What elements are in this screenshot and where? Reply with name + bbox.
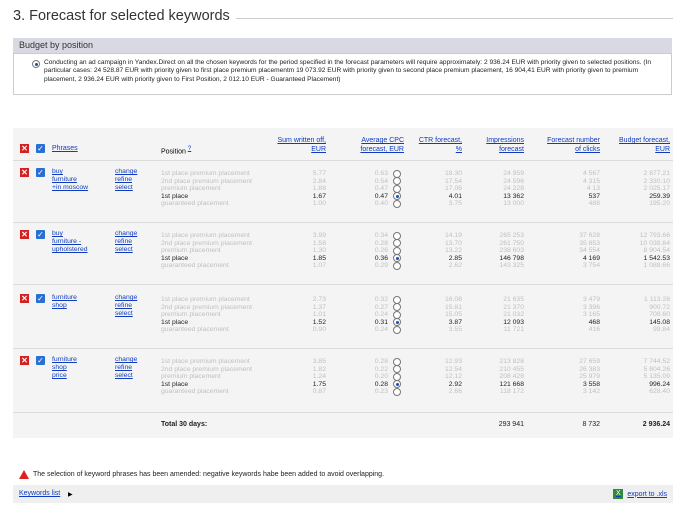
impressions-value: 121 668 [499,380,524,388]
remove-phrase-icon[interactable]: ✕ [21,230,28,239]
phrase-text[interactable]: furniture - [52,238,82,245]
select-link[interactable]: select [115,184,133,191]
sum-value: 0.87 [312,388,326,395]
phrase-text[interactable]: price [52,372,67,379]
phrase-text[interactable]: shop [52,302,67,309]
sum-value: 1.85 [312,254,326,262]
row-divider [13,160,673,161]
position-radio[interactable] [393,380,401,388]
ctr-value: 12.12 [444,373,462,380]
phrase-text[interactable]: shop [52,364,67,371]
budget-value: 99.84 [652,326,670,333]
phrase-actions [115,168,137,192]
budget-text: Conducting an ad campaign in Yandex.Direct on all the chosen keywords for the period specified in the forecast parameters will require approximately: 2 936.24 EUR with priority given to selected positions. (In particular cases: 24 528.87 EUR with priority given to first place premium placementm 19 073.92 EUR with priority given to second place premium placement, 16 904,41 EUR with priority given to premium placement, 2 936.24 EUR with priority given to First Position, 2 012.10 EUR - Guaranteed Placement) [44,59,652,83]
sum-value: 2.73 [312,296,326,303]
sum-value: 2.84 [312,177,326,185]
select-all-checkbox[interactable]: ✓ [37,144,44,153]
position-help-link[interactable]: ? [187,146,192,152]
clicks-value: 3 142 [582,388,600,395]
position-label: 2nd place premium placement [161,239,253,247]
cpc-value: 0.28 [374,380,388,388]
clicks-value: 34 554 [579,247,600,254]
warning [19,470,384,479]
phrase-text[interactable]: buy [52,168,63,175]
sum-value: 1.00 [312,200,326,207]
refine-link[interactable]: refine [115,238,133,245]
phrase-link[interactable] [52,356,108,380]
clicks-value: 3 165 [582,311,600,318]
impressions-value: 13 362 [503,192,524,200]
cpc-value: 0.22 [374,365,388,373]
budget-value: 996.24 [649,380,670,388]
phrase-link[interactable] [52,294,108,310]
row-divider [13,412,673,413]
cpc-value: 0.63 [374,170,388,177]
impressions-value: 261 750 [499,239,524,247]
remove-phrase-icon[interactable]: ✕ [21,294,28,303]
impressions-value: 146 798 [499,254,524,262]
budget-box [13,53,672,95]
sum-value: 1.58 [312,239,326,247]
budget-radio[interactable] [32,60,40,68]
impressions-value: 21 370 [503,303,524,311]
ctr-value: 3.55 [448,326,462,333]
impressions-value: 143 325 [499,262,524,269]
select-link[interactable]: select [115,310,133,317]
budget-value: 5 804.26 [643,365,670,373]
row-divider [13,222,673,223]
sum-value: 3.85 [312,358,326,365]
impressions-value: 11 721 [503,326,524,333]
ctr-value: 18.30 [444,170,462,177]
footer-bar [13,485,673,503]
sum-value: 1.01 [312,311,326,318]
phrase-actions [115,294,137,318]
budget-value: 900.72 [649,303,670,311]
ctr-value: 12.54 [444,365,462,373]
position-radio[interactable] [393,239,401,247]
phrase-link[interactable] [52,230,108,254]
budget-value: 2 877.21 [643,170,670,177]
ctr-value: 2.92 [448,380,462,388]
impressions-value: 208 428 [499,373,524,380]
position-label: 1st place [161,254,189,262]
sum-value: 1.52 [312,318,326,326]
cpc-value: 0.40 [374,200,388,207]
total-budget: 2 936.24 [642,421,670,428]
position-label: premium placement [161,247,221,254]
ctr-value: 17.54 [444,177,462,185]
position-radio[interactable] [393,262,401,270]
position-label: premium placement [161,373,221,380]
sum-value: 3.99 [312,232,326,239]
clicks-value: 3 396 [582,303,600,311]
header-position-label: Position [161,148,186,156]
clicks-value: 3 558 [582,380,600,388]
total-label: Total 30 days: [161,421,208,428]
phrase-text[interactable]: +in moscow [52,184,89,191]
budget-value: 259.39 [649,192,670,200]
total-clicks: 8 732 [582,421,600,428]
keywords-list-link[interactable]: Keywords list [19,490,61,497]
position-radio[interactable] [393,326,401,334]
row-divider [13,348,673,349]
sum-value: 1.07 [312,262,326,269]
position-label: 1st place [161,318,189,326]
budget-value: 2 025.17 [643,185,670,192]
clicks-value: 27 659 [579,358,600,365]
phrase-actions [115,230,137,254]
budget-header-label: Budget by position [19,40,94,50]
header-ctr[interactable]: CTR forecast, % [418,137,462,153]
position-radio[interactable] [393,254,401,262]
ctr-value: 15.05 [444,311,462,318]
position-label: premium placement [161,311,221,318]
impressions-value: 21 032 [503,311,524,318]
clicks-value: 37 628 [579,232,600,239]
position-radio[interactable] [393,200,401,208]
phrase-checkbox[interactable]: ✓ [37,356,44,365]
header-position [161,145,191,157]
impressions-value: 24 959 [503,170,524,177]
select-link[interactable]: select [115,246,133,253]
budget-value: 7 744.52 [643,358,670,365]
cpc-value: 0.26 [374,247,388,254]
budget-value: 10 038.84 [639,239,670,247]
phrase-link[interactable] [52,168,108,192]
ctr-value: 3.87 [448,318,462,326]
position-radio[interactable] [393,192,401,200]
budget-value: 195.20 [649,200,670,207]
clicks-value: 4 315 [582,177,600,185]
position-label: guaranteed placement [161,262,229,269]
title-divider [236,17,673,19]
position-label: guaranteed placement [161,326,229,333]
cpc-value: 0.28 [374,358,388,365]
phrase-text[interactable]: upholstered [52,246,88,253]
cpc-value: 0.47 [374,192,388,200]
position-label: guaranteed placement [161,200,229,207]
ctr-value: 4.01 [448,192,462,200]
clicks-value: 3 479 [582,296,600,303]
cpc-value: 0.29 [374,262,388,269]
impressions-value: 238 603 [499,247,524,254]
ctr-value: 2.66 [448,388,462,395]
remove-phrase-icon[interactable]: ✕ [21,168,28,177]
position-label: 1st place [161,380,189,388]
cpc-value: 0.54 [374,177,388,185]
cpc-value: 0.20 [374,373,388,380]
sum-value: 1.88 [312,185,326,192]
sum-value: 5.77 [312,170,326,177]
header-impressions[interactable]: Impressions forecast [486,137,524,153]
refine-link[interactable]: refine [115,176,133,183]
clicks-value: 3 754 [582,262,600,269]
phrase-actions [115,356,137,380]
budget-value: 12 793.66 [639,232,670,239]
change-link[interactable]: change [115,168,138,175]
ctr-value: 15.81 [444,303,462,311]
phrase-checkbox[interactable]: ✓ [37,294,44,303]
position-label: 2nd place premium placement [161,177,253,185]
position-radio[interactable] [393,365,401,373]
impressions-value: 265 253 [499,232,524,239]
clicks-value: 468 [588,318,600,326]
export-xls-link[interactable] [613,489,667,499]
budget-value: 145.08 [649,318,670,326]
ctr-value: 17.06 [444,185,462,192]
budget-value: 1 088.66 [643,262,670,269]
budget-header [13,38,672,53]
remove-phrase-icon[interactable]: ✕ [21,356,28,365]
section-title [13,8,673,24]
budget-value: 8 904.54 [643,247,670,254]
phrase-text[interactable]: furniture [52,176,77,183]
position-label: 1st place premium placement [161,170,250,177]
ctr-value: 14.19 [444,232,462,239]
select-link[interactable]: select [115,372,133,379]
phrase-text[interactable]: furniture [52,356,77,363]
total-impressions: 293 941 [498,421,524,428]
impressions-value: 24 228 [503,185,524,192]
impressions-value: 21 635 [503,296,524,303]
excel-icon: X [613,489,623,499]
position-label: 1st place premium placement [161,358,250,365]
sum-value: 1.30 [312,247,326,254]
header-clicks[interactable]: Forecast number of clicks [547,137,600,153]
cpc-value: 0.23 [374,388,388,395]
ctr-value: 2.85 [448,254,462,262]
ctr-value: 3.75 [448,200,462,207]
budget-value: 1 113.28 [644,296,670,303]
warning-icon [19,470,29,479]
change-link[interactable]: change [115,356,138,363]
position-radio[interactable] [393,303,401,311]
header-phrases[interactable]: Phrases [52,145,78,152]
phrase-checkbox[interactable]: ✓ [37,168,44,177]
export-label: export to .xls [627,490,667,498]
clicks-value: 26 383 [579,365,600,373]
clicks-value: 416 [588,326,600,333]
cpc-value: 0.36 [374,254,388,262]
warning-text: The selection of keyword phrases has been amended: negative keywords habe been added to avoid overlapping. [33,471,385,478]
position-radio[interactable] [393,177,401,185]
play-icon: ▶ [68,492,73,498]
header-sum[interactable]: Sum written off, EUR [277,137,326,153]
budget-value: 2 330.10 [643,177,670,185]
impressions-value: 13 000 [503,200,524,207]
clicks-value: 4 13 [586,185,600,192]
change-link[interactable]: change [115,294,138,301]
position-label: 2nd place premium placement [161,303,253,311]
impressions-value: 213 828 [499,358,524,365]
ctr-value: 12.93 [444,358,462,365]
cpc-value: 0.31 [374,318,388,326]
position-radio[interactable] [393,318,401,326]
clicks-value: 25 979 [579,373,600,380]
position-label: guaranteed placement [161,388,229,395]
budget-value: 628.40 [649,388,670,395]
clicks-value: 4 567 [582,170,600,177]
page-title: 3. Forecast for selected keywords [13,8,230,24]
sum-value: 1.24 [312,373,326,380]
header-cpc[interactable]: Average CPC forecast, EUR [360,137,404,153]
sum-value: 0.90 [312,326,326,333]
budget-value: 708.60 [649,311,670,318]
cpc-value: 0.47 [374,185,388,192]
refine-link[interactable]: refine [115,302,133,309]
impressions-value: 118 172 [499,388,524,395]
cpc-value: 0.24 [374,311,388,318]
ctr-value: 16.08 [444,296,462,303]
cpc-value: 0.27 [374,303,388,311]
ctr-value: 13.70 [444,239,462,247]
cpc-value: 0.28 [374,239,388,247]
position-label: 1st place [161,192,189,200]
clicks-value: 4 169 [582,254,600,262]
impressions-value: 210 455 [499,365,524,373]
ctr-value: 13.22 [444,247,462,254]
cpc-value: 0.24 [374,326,388,333]
position-label: 1st place premium placement [161,296,250,303]
clicks-value: 35 853 [579,239,600,247]
ctr-value: 2.62 [448,262,462,269]
position-radio[interactable] [393,388,401,396]
phrase-text[interactable]: buy [52,230,63,237]
clicks-value: 537 [588,192,600,200]
cpc-value: 0.32 [374,296,388,303]
sum-value: 1.82 [312,365,326,373]
sum-value: 1.37 [312,303,326,311]
header-budget[interactable]: Budget forecast, EUR [619,137,670,153]
row-divider [13,284,673,285]
sum-value: 1.75 [312,380,326,388]
cpc-value: 0.34 [374,232,388,239]
phrase-checkbox[interactable]: ✓ [37,230,44,239]
clicks-value: 488 [588,200,600,207]
budget-value: 1 542.53 [643,254,670,262]
remove-all-icon[interactable]: ✕ [21,144,28,153]
position-label: 2nd place premium placement [161,365,253,373]
impressions-value: 12 093 [503,318,524,326]
change-link[interactable]: change [115,230,138,237]
position-label: 1st place premium placement [161,232,250,239]
budget-value: 5 135.09 [643,373,670,380]
position-label: premium placement [161,185,221,192]
sum-value: 1.67 [312,192,326,200]
refine-link[interactable]: refine [115,364,133,371]
phrase-text[interactable]: furniture [52,294,77,301]
impressions-value: 24 596 [503,177,524,185]
